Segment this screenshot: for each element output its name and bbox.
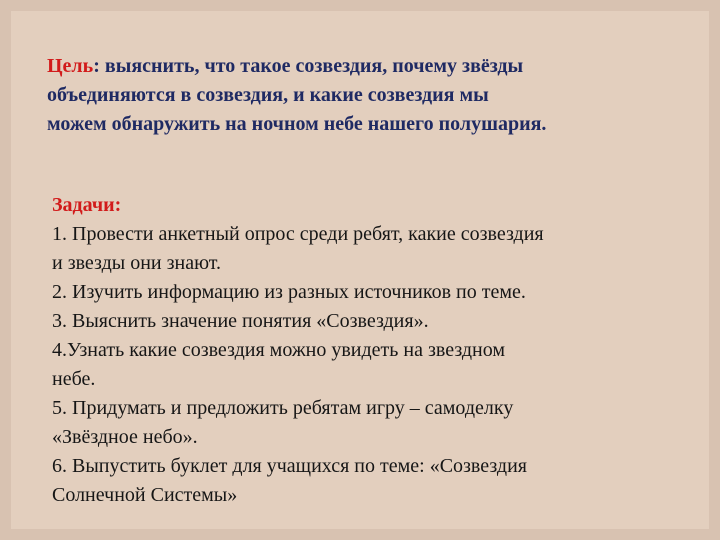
goal-label: Цель <box>47 55 94 77</box>
goal-line: объединяются в созвездия, и какие созвездия мы <box>47 84 489 106</box>
task-line: 4.Узнать какие созвездия можно увидеть на звездном <box>52 339 506 361</box>
goal-separator: : <box>93 55 105 77</box>
task-line: и звезды они знают. <box>52 252 222 274</box>
task-line: 6. Выпустить буклет для учащихся по теме: «Созвездия <box>52 455 527 477</box>
task-line: «Звёздное небо». <box>52 426 198 448</box>
tasks-heading: Задачи: <box>52 194 122 216</box>
task-line: небе. <box>52 368 96 390</box>
goal-paragraph <box>47 52 687 139</box>
goal-line: выяснить, что такое созвездия, почему звёзды <box>104 55 524 77</box>
task-line: Солнечной Системы» <box>52 484 238 506</box>
tasks-block <box>52 191 672 510</box>
task-line: 5. Придумать и предложить ребятам игру – самоделку <box>52 397 514 419</box>
task-line: 3. Выяснить значение понятия «Созвездия». <box>52 310 429 332</box>
task-line: 2. Изучить информацию из разных источников по теме. <box>52 281 526 303</box>
task-line: 1. Провести анкетный опрос среди ребят, какие созвездия <box>52 223 544 245</box>
goal-line: можем обнаружить на ночном небе нашего полушария. <box>47 113 547 135</box>
